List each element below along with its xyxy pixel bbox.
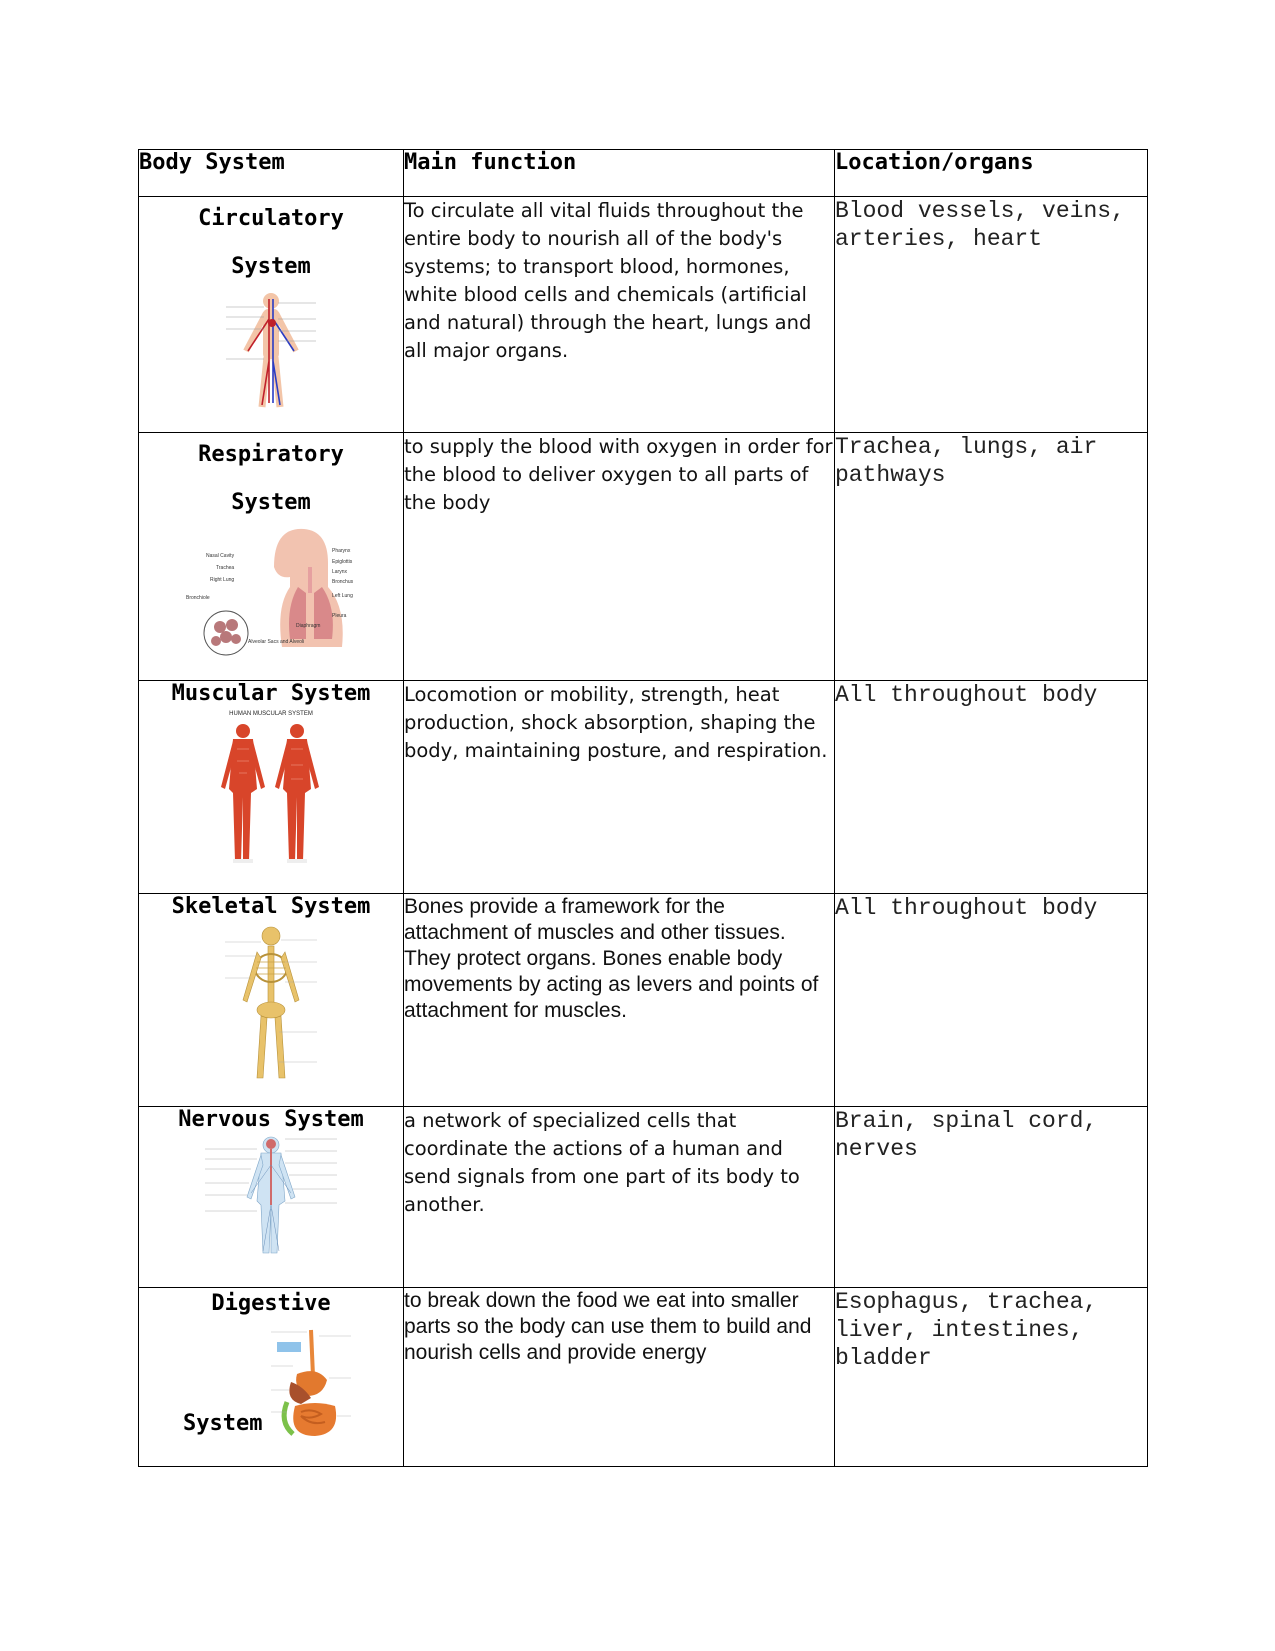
respiratory-system-illustration xyxy=(186,527,356,662)
figure-label: Pleura xyxy=(332,613,347,619)
location-cell: Blood vessels, veins, arteries, heart xyxy=(835,197,1148,433)
location-cell: All throughout body xyxy=(835,681,1148,894)
system-name: Muscular System xyxy=(171,681,371,706)
table-row xyxy=(139,681,1148,894)
header-body-system: Body System xyxy=(139,150,404,197)
system-name-line2: System xyxy=(231,254,311,279)
body-system-cell xyxy=(139,681,404,894)
system-name-line1: Circulatory xyxy=(198,206,344,231)
figure-label: Bronchus xyxy=(332,579,354,585)
table-row xyxy=(139,894,1148,1107)
system-name: Skeletal System xyxy=(171,894,371,919)
figure-label: Nasal Cavity xyxy=(206,553,235,559)
figure-label: Epiglottis xyxy=(332,559,353,565)
figure-label: Right Lung xyxy=(210,577,235,583)
body-system-cell xyxy=(139,1107,404,1288)
figure-label: Pharynx xyxy=(332,548,351,554)
header-location-organs: Location/organs xyxy=(835,150,1148,197)
skeletal-system-illustration xyxy=(221,922,321,1087)
location-cell: All throughout body xyxy=(835,894,1148,1107)
system-name xyxy=(139,195,403,291)
body-systems-table xyxy=(138,149,1148,1467)
figure-label: Bronchiole xyxy=(186,595,210,601)
header-main-function: Main function xyxy=(404,150,835,197)
body-system-cell xyxy=(139,433,404,681)
muscular-system-illustration xyxy=(211,709,331,869)
figure-label: Diaphragm xyxy=(296,623,321,629)
function-cell: a network of specialized cells that coordinate the actions of a human and send signals from one part of its body to another. xyxy=(404,1107,835,1288)
figure-label: Left Lung xyxy=(332,593,353,599)
system-name: Nervous System xyxy=(178,1107,364,1132)
function-cell: Locomotion or mobility, strength, heat production, shock absorption, shaping the body, maintaining posture, and respiration. xyxy=(404,681,835,894)
system-name xyxy=(139,1288,403,1463)
figure-label: Trachea xyxy=(216,565,235,571)
function-cell: to break down the food we eat into smaller parts so the body can use them to build and nourish cells and provide energy xyxy=(404,1288,835,1467)
system-name xyxy=(139,431,403,527)
table-row xyxy=(139,1107,1148,1288)
nervous-system-illustration xyxy=(201,1135,341,1257)
figure-label: Larynx xyxy=(332,569,348,575)
system-name-line1: Digestive xyxy=(211,1291,331,1316)
digestive-system-illustration xyxy=(271,1326,351,1441)
body-system-cell xyxy=(139,894,404,1107)
header-row xyxy=(139,150,1148,197)
table-row xyxy=(139,1288,1148,1467)
location-cell: Esophagus, trachea, liver, intestines, bladder xyxy=(835,1288,1148,1467)
circulatory-system-illustration xyxy=(196,291,346,411)
function-cell: Bones provide a framework for the attachment of muscles and other tissues. They protect organs. Bones enable body movements by acting as levers and points of attachment for muscles. xyxy=(404,894,835,1107)
table-row xyxy=(139,197,1148,433)
location-cell: Trachea, lungs, air pathways xyxy=(835,433,1148,681)
figure-title: HUMAN MUSCULAR SYSTEM xyxy=(229,711,313,717)
system-name-line2: System xyxy=(183,1411,263,1436)
table-row xyxy=(139,433,1148,681)
figure-label: Alveolar Sacs and Alveoli xyxy=(248,639,305,645)
system-name-line1: Respiratory xyxy=(198,442,344,467)
body-system-cell xyxy=(139,1288,404,1467)
body-system-cell xyxy=(139,197,404,433)
function-cell: to supply the blood with oxygen in order for the blood to deliver oxygen to all parts of the body xyxy=(404,433,835,681)
system-name-line2: System xyxy=(231,490,311,515)
location-cell: Brain, spinal cord, nerves xyxy=(835,1107,1148,1288)
function-cell: To circulate all vital fluids throughout the entire body to nourish all of the body's systems; to transport blood, hormones, white blood cells and chemicals (artificial and natural) through the heart, lungs and all major organs. xyxy=(404,197,835,433)
